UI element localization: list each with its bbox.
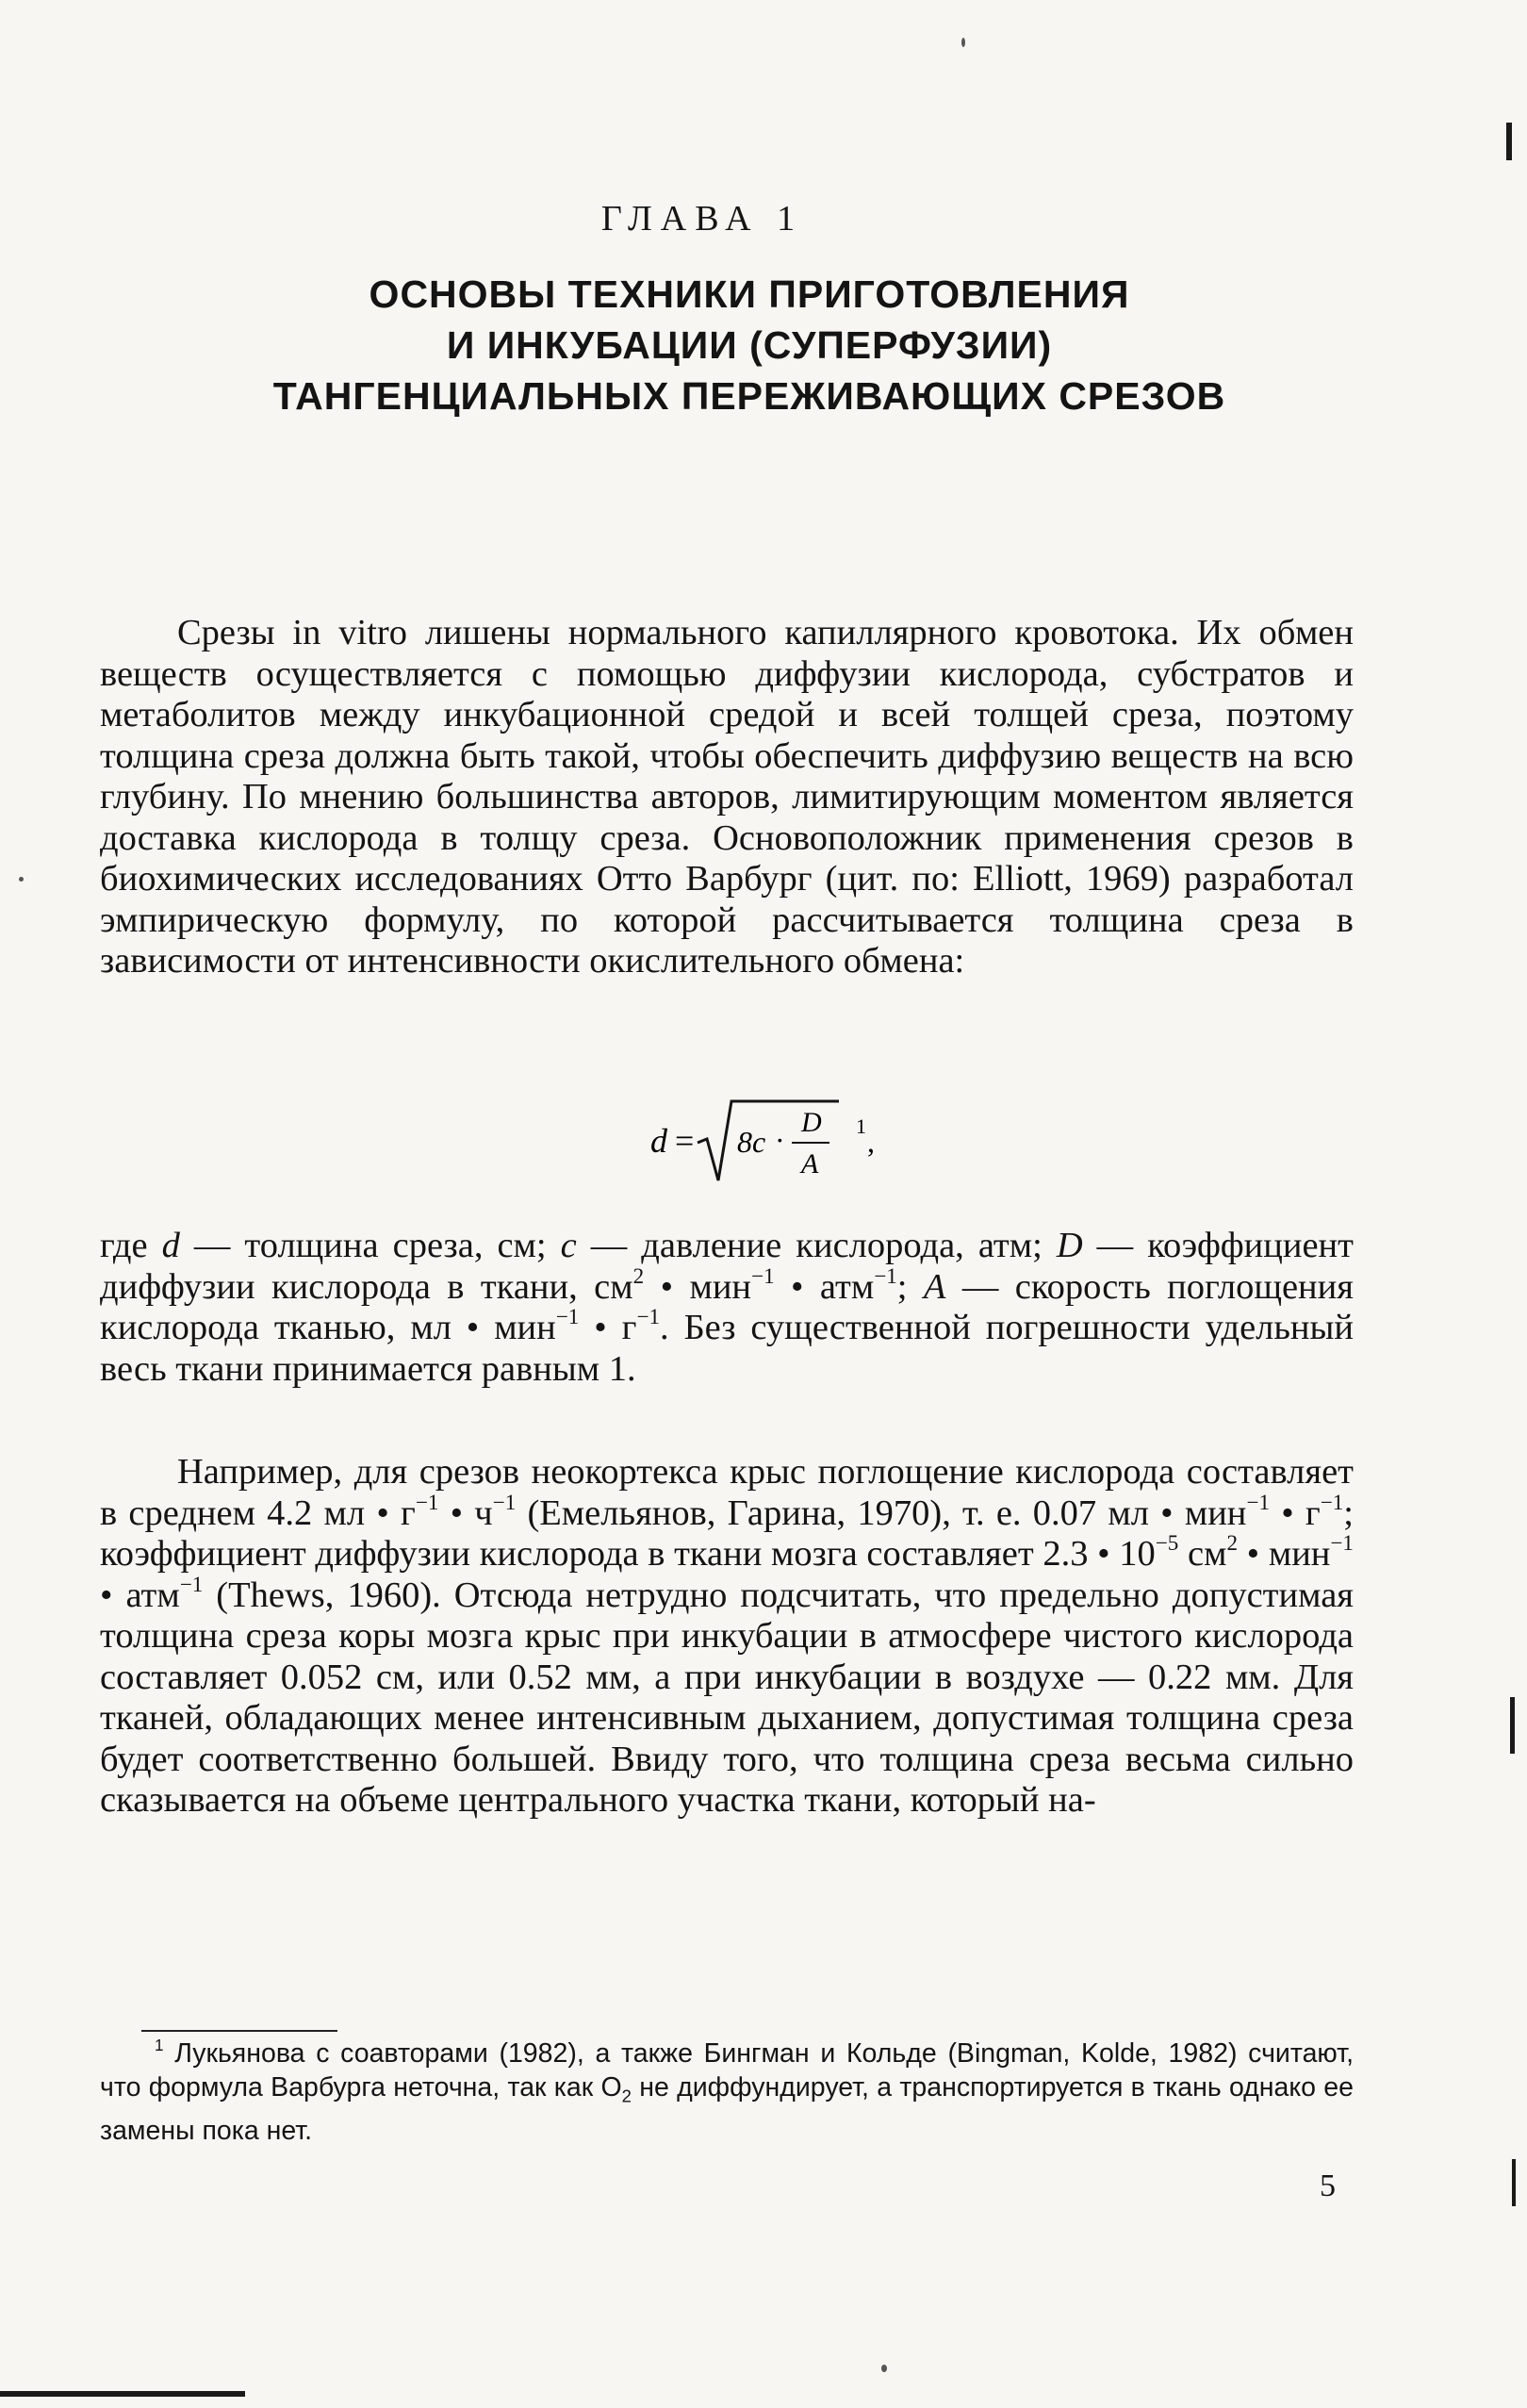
sup-minus1: −1 (179, 1571, 204, 1596)
def-d: — толщина среза, см; (179, 1226, 561, 1265)
footnote-text-b: не диффундирует, а транспортируется в ткань однако ее замены пока нет. (100, 2072, 1354, 2146)
footnote-mark: 1 (155, 2037, 164, 2055)
scan-edge-mark (1510, 1697, 1515, 1754)
sup-minus5: −5 (1155, 1529, 1179, 1555)
formula-dot: · (775, 1123, 785, 1157)
unit-min: • мин (644, 1266, 752, 1307)
sup-minus1: −1 (1246, 1489, 1270, 1514)
chapter-title-line-2: И ИНКУБАЦИИ (СУПЕРФУЗИИ) (446, 323, 1053, 367)
separator: ; (896, 1266, 924, 1307)
scan-speck (19, 877, 24, 882)
sup-minus1: −1 (492, 1489, 517, 1514)
chapter-title (141, 269, 1357, 421)
sup-minus1: −1 (751, 1262, 775, 1288)
chapter-title-line-1: ОСНОВЫ ТЕХНИКИ ПРИГОТОВЛЕНИЯ (369, 272, 1130, 316)
formula-coef: 8c (737, 1125, 766, 1159)
paragraph-definitions (100, 1226, 1354, 1390)
def-D: — коэффициент диффузии кислорода в ткани, см (100, 1226, 1354, 1307)
footnote (100, 2037, 1354, 2148)
unit-g: • г (579, 1308, 637, 1347)
formula-comma: , (867, 1125, 875, 1159)
example-part-h: • атм (100, 1575, 180, 1615)
def-c: — давление кислорода, атм; (576, 1226, 1057, 1265)
sup-2: 2 (1226, 1529, 1239, 1555)
var-A: A (923, 1266, 946, 1307)
footnote-text-a: Лукьянова с соавторами (1982), а также Бингман и Кольде (Bingman, Kolde, 1982) считают, что формула Варбурга неточна, так как O (100, 2038, 1354, 2103)
paragraph-example (100, 1452, 1354, 1822)
var-d: d (161, 1226, 180, 1265)
var-c: c (560, 1226, 577, 1265)
formula-svg (650, 1094, 952, 1188)
unit-atm: • атм (774, 1266, 875, 1307)
scan-edge-mark (1512, 2159, 1516, 2206)
example-part-f: см (1178, 1534, 1227, 1574)
example-part-a: Например, для срезов неокортекса крыс поглощение кислорода составляет в среднем 4.2 мл • г (100, 1452, 1354, 1533)
var-D: D (1056, 1226, 1083, 1265)
sup-minus1: −1 (415, 1489, 439, 1514)
formula-lhs: d (650, 1122, 667, 1160)
def-A: — скорость поглощения кислорода тканью, мл • мин (100, 1266, 1354, 1347)
formula-equals: = (675, 1122, 695, 1160)
sup-minus1: −1 (874, 1262, 897, 1288)
page-number: 5 (1320, 2169, 1336, 2203)
sup-minus1: −1 (636, 1303, 661, 1328)
sup-minus1: −1 (555, 1303, 580, 1328)
warburg-formula (650, 1094, 952, 1188)
footnote-rule (141, 2030, 337, 2032)
scan-edge-bar (0, 2391, 245, 2397)
def-tail: . Без существенной погрешности удельный весь ткани принимается равным 1. (100, 1308, 1355, 1389)
example-part-g: • мин (1238, 1534, 1331, 1574)
example-part-b: • ч (438, 1493, 493, 1533)
scan-speck (961, 38, 965, 47)
example-part-c: (Емельянов, Гарина, 1970), т. е. 0.07 мл • мин (516, 1493, 1247, 1533)
sup-minus1: −1 (1330, 1529, 1354, 1555)
where-word: где (100, 1226, 162, 1265)
footnote-subscript: 2 (621, 2086, 632, 2106)
example-part-e: ; коэффициент диффузии кислорода в ткани мозга составляет 2.3 • 10 (100, 1493, 1354, 1574)
sup-2: 2 (632, 1262, 645, 1288)
scan-speck (881, 2365, 887, 2372)
formula-numerator: D (801, 1107, 822, 1138)
example-part-d: • г (1270, 1493, 1321, 1533)
scan-edge-mark (1506, 123, 1512, 160)
formula-denominator: A (801, 1148, 819, 1179)
sup-minus1: −1 (1320, 1489, 1344, 1514)
chapter-title-line-3: ТАНГЕНЦИАЛЬНЫХ ПЕРЕЖИВАЮЩИХ СРЕЗОВ (272, 374, 1226, 418)
example-part-i: (Thews, 1960). Отсюда нетрудно подсчитать, что предельно допустимая толщина среза коры мозга крыс при инкубации в атмосфере чистого кислорода составляет 0.052 см, или 0.52 мм, а при инкубации в воздухе — 0.22 мм. Для тканей, обладающих менее интенсивным дыханием, допустимая толщина среза будет соответственно большей. Ввиду того, что толщина среза весьма сильно сказывается на объеме центрального участка ткани, который на- (100, 1575, 1355, 1820)
formula-footnote-mark: 1 (856, 1114, 866, 1138)
paragraph-intro: Срезы in vitro лишены нормального капиллярного кровотока. Их обмен веществ осуществляется с помощью диффузии кислорода, субстратов и метаболитов между инкубационной средой и всей толщей среза, поэтому толщина среза должна быть такой, чтобы обеспечить диффузию веществ на всю глубину. По мнению большинства авторов, лимитирующим моментом является доставка кислорода в толщу среза. Основоположник применения срезов в биохимических исследованиях Отто Варбург (цит. по: Elliott, 1969) разработал эмпирическую формулу, по которой рассчитывается толщина среза в зависимости от интенсивности окислительного обмена: (100, 613, 1354, 981)
chapter-label: ГЛАВА 1 (600, 199, 804, 239)
